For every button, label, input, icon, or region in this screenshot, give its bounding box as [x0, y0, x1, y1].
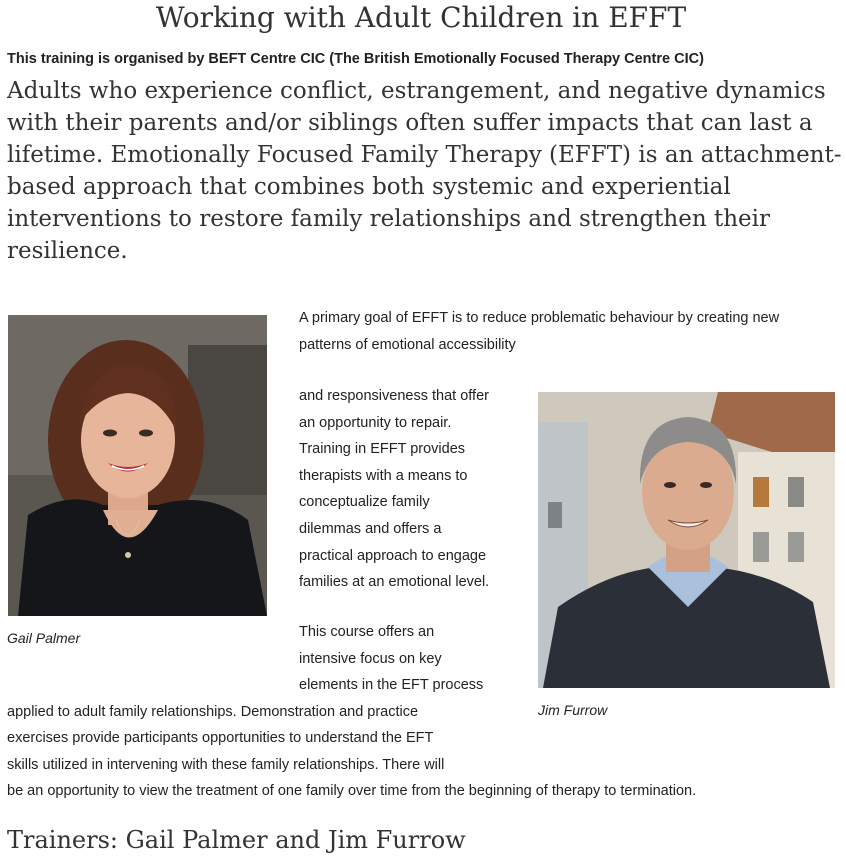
middle-line: dilemmas and offers a: [299, 521, 442, 537]
intro-line: with their parents and/or siblings often suffer impacts that can last a: [7, 110, 813, 136]
intro-line: based approach that combines both systemic and experiential: [7, 174, 731, 200]
course-line: elements in the EFT process: [299, 677, 484, 694]
bottom-line: applied to adult family relationships. Demonstration and practice: [7, 703, 419, 720]
middle-line: therapists with a means to: [299, 467, 468, 484]
course-line: intensive focus on key: [299, 650, 442, 667]
page-title: Working with Adult Children in EFFT: [155, 1, 687, 34]
jim-furrow-caption: Jim Furrow: [538, 702, 608, 718]
bottom-line: skills utilized in intervening with these family relationships. There will: [7, 757, 445, 773]
middle-line: Training in EFFT provides: [299, 441, 466, 458]
intro-line: lifetime. Emotionally Focused Family Therapy (EFFT) is an attachment-: [7, 142, 842, 168]
middle-line: conceptualize family: [299, 494, 430, 511]
gail-palmer-photo: [8, 315, 267, 616]
course-line: This course offers an: [299, 624, 435, 640]
bottom-line: exercises provide participants opportunities to understand the EFT: [7, 730, 434, 747]
intro-paragraph: [7, 75, 842, 267]
gail-palmer-caption: Gail Palmer: [7, 630, 81, 646]
middle-line: families at an emotional level.: [299, 574, 490, 591]
intro-line: Adults who experience conflict, estrangement, and negative dynamics: [7, 78, 826, 104]
bottom-line: be an opportunity to view the treatment of one family over time from the beginning of therapy to termination.: [7, 783, 697, 799]
intro-line: interventions to restore family relationships and strengthen their: [7, 206, 770, 232]
jim-furrow-photo: [538, 392, 835, 688]
middle-line: and responsiveness that offer: [299, 388, 489, 404]
middle-line: practical approach to engage: [299, 547, 487, 564]
goal-line: A primary goal of EFFT is to reduce problematic behaviour by creating new: [299, 310, 780, 326]
middle-line: an opportunity to repair.: [299, 414, 452, 431]
trainers-heading: Trainers: Gail Palmer and Jim Furrow: [7, 826, 466, 854]
intro-line: resilience.: [7, 238, 128, 264]
organiser-note: This training is organised by BEFT Centre CIC (The British Emotionally Focused Therapy Centre CIC): [7, 51, 704, 67]
goal-line: patterns of emotional accessibility: [299, 336, 516, 353]
